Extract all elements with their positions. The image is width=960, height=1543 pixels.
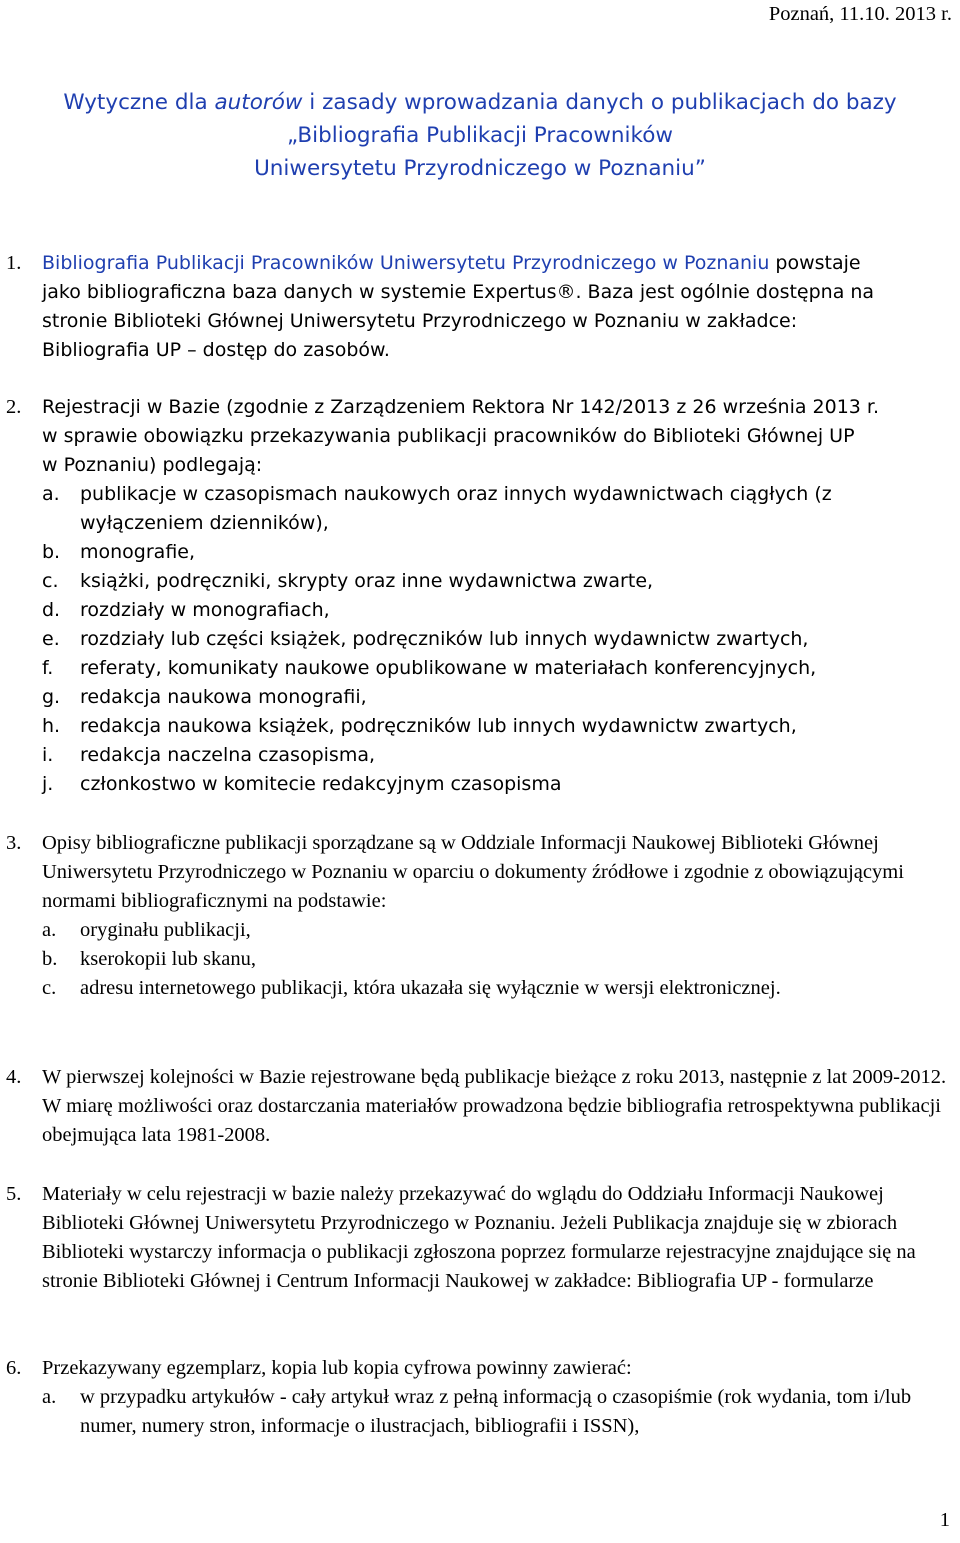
section-number: 5. [6,1183,22,1205]
section-number: 4. [6,1066,22,1088]
sub-list [42,916,958,1003]
document-date: Poznań, 11.10. 2013 r. [768,3,952,25]
section-2 [6,393,958,799]
sub-list [42,480,958,799]
section-1 [6,249,958,365]
list-item: f. referaty, komunikaty naukowe opublikowane w materiałach konferencyjnych, [42,657,817,679]
section-text: Opisy bibliograficzne publikacji sporządzane są w Oddziale Informacji Naukowej Biblioteki Głównej Uniwersytetu Przyrodniczego w Poznaniu w oparciu o dokumenty źródłowe i zgodnie z obowiązującymi normami bibliograficznymi na podstawie: [42,832,904,912]
list-item: g. redakcja naukowa monografii, [42,686,367,708]
section-number: 3. [6,832,22,854]
section-number: 6. [6,1357,22,1379]
list-item: b. monografie, [42,541,196,563]
list-item: d. rozdziały w monografiach, [42,599,330,621]
list-item: a. publikacje w czasopismach naukowych oraz innych wydawnictwach ciągłych (z wyłączeniem dzienników), [42,483,832,534]
document-title [0,86,960,185]
list-item: a. w przypadku artykułów - cały artykuł wraz z pełną informacją o czasopiśmie (rok wydania, tom i/lub numer, numery stron, informacje o ilustracjach, bibliografii i ISSN), [42,1386,912,1437]
list-item: e. rozdziały lub części książek, podręczników lub innych wydawnictw zwartych, [42,628,809,650]
section-number: 2. [6,396,22,418]
list-item: h. redakcja naukowa książek, podręczników lub innych wydawnictw zwartych, [42,715,797,737]
section-text: Rejestracji w Bazie (zgodnie z Zarządzeniem Rektora Nr 142/2013 z 26 września 2013 r. w sprawie obowiązku przekazywania publikacji pracowników do Biblioteki Głównej UP w Poznaniu) podlegają: [42,396,880,476]
title-line-2: „Bibliografia Publikacji Pracowników [287,123,673,148]
section-number: 1. [6,252,22,274]
section-5 [6,1180,958,1296]
title-line-1: Wytyczne dla autorów i zasady wprowadzania danych o publikacjach do bazy [63,90,897,115]
list-item: c. adresu internetowego publikacji, która ukazała się wyłącznie w wersji elektronicznej. [42,977,781,999]
sub-list [42,1383,958,1441]
section-3 [6,829,958,1003]
section-text: W pierwszej kolejności w Bazie rejestrowane będą publikacje bieżące z roku 2013, następnie z lat 2009-2012. W miarę możliwości oraz dostarczania materiałów prowadzona będzie bibliografia retrospektywna publikacji obejmująca lata 1981-2008. [42,1066,947,1146]
section-text: Materiały w celu rejestracji w bazie należy przekazywać do wglądu do Oddziału Informacji Naukowej Biblioteki Głównej Uniwersytetu Przyrodniczego w Poznaniu. Jeżeli Publikacja znajduje się w zbiorach Biblioteki wystarczy informacja o publikacji zgłoszona poprzez formularze rejestracyjne znajdujące się na stronie Biblioteki Głównej i Centrum Informacji Naukowej w zakładce: Bibliografia UP - formularze [42,1183,916,1292]
list-item: j. członkostwo w komitecie redakcyjnym czasopisma [42,773,562,795]
section-text: Bibliografia Publikacji Pracowników Uniwersytetu Przyrodniczego w Poznaniu powstaje jako bibliograficzna baza danych w systemie Expertus®. Baza jest ogólnie dostępna na stronie Biblioteki Głównej Uniwersytetu Przyrodniczego w Poznaniu w zakładce: Bibliografia UP – dostęp do zasobów. [42,252,875,361]
title-line-3: Uniwersytetu Przyrodniczego w Poznaniu” [254,156,706,181]
section-4 [6,1063,958,1150]
list-item: b. kserokopii lub skanu, [42,948,256,970]
list-item: a. oryginału publikacji, [42,919,251,941]
list-item: c. książki, podręczniki, skrypty oraz inne wydawnictwa zwarte, [42,570,654,592]
page-number: 1 [939,1509,950,1531]
section-6 [6,1354,958,1441]
list-item: i. redakcja naczelna czasopisma, [42,744,376,766]
section-text: Przekazywany egzemplarz, kopia lub kopia cyfrowa powinny zawierać: [42,1357,632,1379]
